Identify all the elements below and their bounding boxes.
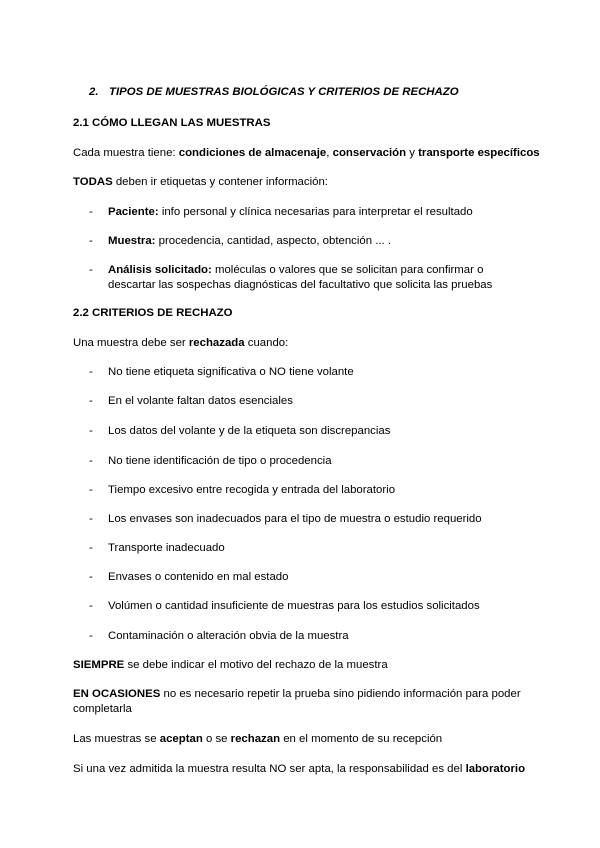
bold-span: condiciones de almacenaje [178,147,327,159]
list-item-text: Tiempo excesivo entre recogida y entrada del laboratorio [108,484,396,496]
paragraph-apta [73,762,533,777]
bold-span: laboratorio [465,763,526,775]
list-dash: - [89,395,93,407]
bold-span: aceptan [159,733,203,745]
list-dash: - [89,600,93,612]
text-span: Cada muestra tiene: [73,147,179,159]
bold-span: conservación [332,147,407,159]
list-item-text: Los envases son inadecuados para el tipo de muestra o estudio requerido [108,513,482,525]
subsection-heading-1: 2.1 CÓMO LLEGAN LAS MUESTRAS [73,117,271,129]
text-span: Las muestras se [73,733,160,745]
paragraph-conditions [73,146,540,161]
list-item-text: En el volante faltan datos esenciales [108,395,293,407]
list-dash: - [89,235,93,247]
list-item-text: No tiene identificación de tipo o procedencia [108,455,332,467]
text-span: Una muestra debe ser [73,337,189,349]
text-span: no es necesario repetir la prueba sino pidiendo información para poder completarla [73,688,521,715]
list-dash: - [89,513,93,525]
text-span: y [406,147,419,159]
section-title [89,86,459,98]
text-span: info personal y clínica necesarias para interpretar el resultado [158,206,473,218]
bold-span: rechazada [188,337,245,349]
list-dash: - [89,366,93,378]
text-span: procedencia, cantidad, aspecto, obtención ... . [155,235,392,247]
bold-span: SIEMPRE [73,659,125,671]
text-span: o se [202,733,231,745]
list-item-text: Envases o contenido en mal estado [108,571,289,583]
list-dash: - [89,630,93,642]
list-item-text: Transporte inadecuado [108,542,225,554]
list-dash: - [89,206,93,218]
bold-span: TODAS [73,176,113,188]
bold-span: rechazan [230,733,281,745]
section-title-text: TIPOS DE MUESTRAS BIOLÓGICAS Y CRITERIOS DE RECHAZO [109,86,459,98]
text-span: deben ir etiquetas y contener información: [112,176,328,188]
bold-span: Análisis solicitado: [108,264,212,276]
bold-span: Muestra: [108,235,156,247]
bold-span: Paciente: [108,206,159,218]
list-dash: - [89,425,93,437]
list-item-text [108,263,528,293]
bold-span: transporte específicos [418,147,540,159]
paragraph-todas [73,175,533,190]
text-span: en el momento de su recepción [280,733,443,745]
list-item-text: No tiene etiqueta significativa o NO tiene volante [108,366,354,378]
list-dash: - [89,542,93,554]
paragraph-siempre [73,658,533,673]
list-item-text: Volúmen o cantidad insuficiente de muestras para los estudios solicitados [108,600,480,612]
text-span: moléculas o valores que se solicitan para confirmar o descartar las sospechas diagnósticas del facultativo que solicita las pruebas [108,264,493,291]
paragraph-aceptan [73,732,533,747]
list-item-text: Contaminación o alteración obvia de la muestra [108,630,349,642]
text-span: cuando: [244,337,289,349]
list-dash: - [89,484,93,496]
list-item-text: Los datos del volante y de la etiqueta son discrepancias [108,425,391,437]
bold-span: EN OCASIONES [73,688,161,700]
list-item-text [108,205,528,220]
text-span: se debe indicar el motivo del rechazo de la muestra [124,659,388,671]
subsection-heading-2: 2.2 CRITERIOS DE RECHAZO [73,307,233,319]
section-number: 2. [89,86,99,98]
list-dash: - [89,264,93,276]
list-dash: - [89,455,93,467]
paragraph-ocasiones [73,687,543,717]
list-item-text [108,234,528,249]
text-span: , [326,147,333,159]
text-span: Si una vez admitida la muestra resulta NO ser apta, la responsabilidad es del [73,763,466,775]
list-dash: - [89,571,93,583]
paragraph-rechazo-intro [73,336,533,351]
